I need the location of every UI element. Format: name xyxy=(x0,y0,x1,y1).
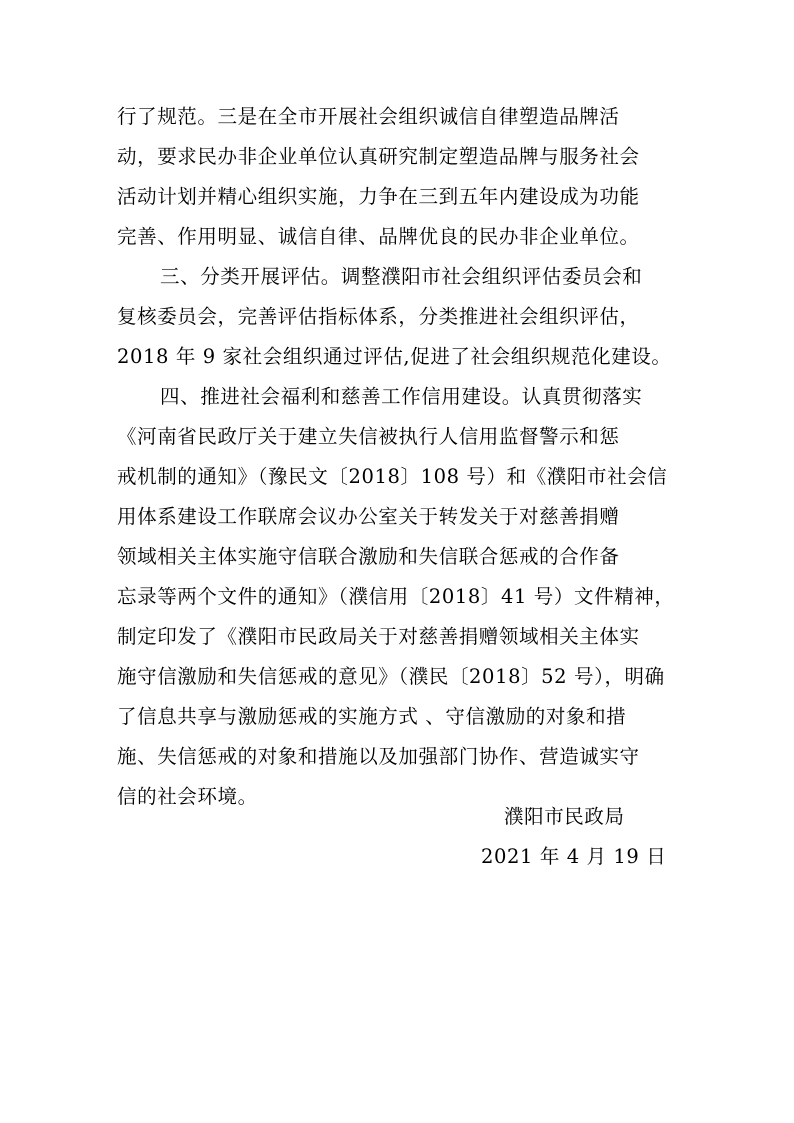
text-line-3: 活动计划并精心组织实施，力争在三到五年内建设成为功能 xyxy=(117,185,640,208)
text-line-1: 行了规范。三是在全市开展社会组织诚信自律塑造品牌活 xyxy=(117,105,620,128)
text-line-14: 制定印发了《濮阳市民政局关于对慈善捐赠领域相关主体实 xyxy=(117,625,640,648)
section-four-heading-line: 四、推进社会福利和慈善工作信用建设。认真贯彻落实 xyxy=(160,385,643,408)
text-line-6: 复核委员会，完善评估指标体系，分类推进社会组织评估， xyxy=(117,305,640,328)
text-line-9: 《河南省民政厅关于建立失信被执行人信用监督警示和惩 xyxy=(117,425,620,448)
signature-organization: 濮阳市民政局 xyxy=(504,805,625,828)
text-line-16: 了信息共享与激励惩戒的实施方式 、守信激励的对象和措 xyxy=(117,705,627,728)
text-line-17: 施、失信惩戒的对象和措施以及加强部门协作、营造诚实守 xyxy=(117,745,640,768)
text-line-12: 领域相关主体实施守信联合激励和失信联合惩戒的合作备 xyxy=(117,545,620,568)
section-three-heading-line: 三、分类开展评估。调整濮阳市社会组织评估委员会和 xyxy=(160,265,643,288)
text-line-2: 动，要求民办非企业单位认真研究制定塑造品牌与服务社会 xyxy=(117,145,640,168)
text-line-11: 用体系建设工作联席会议办公室关于转发关于对慈善捐赠 xyxy=(117,505,620,528)
text-line-4: 完善、作用明显、诚信自律、品牌优良的民办非企业单位。 xyxy=(117,225,640,248)
text-line-18: 信的社会环境。 xyxy=(117,785,258,808)
text-line-15: 施守信激励和失信惩戒的意见》（濮民〔2018〕52 号），明确 xyxy=(117,665,665,688)
text-line-7: 2018 年 9 家社会组织通过评估,促进了社会组织规范化建设。 xyxy=(117,345,672,368)
signature-date: 2021 年 4 月 19 日 xyxy=(481,845,667,868)
text-line-10: 戒机制的通知》（豫民文〔2018〕108 号）和《濮阳市社会信 xyxy=(117,465,668,488)
text-line-13: 忘录等两个文件的通知》（濮信用〔2018〕41 号）文件精神， xyxy=(117,585,675,608)
